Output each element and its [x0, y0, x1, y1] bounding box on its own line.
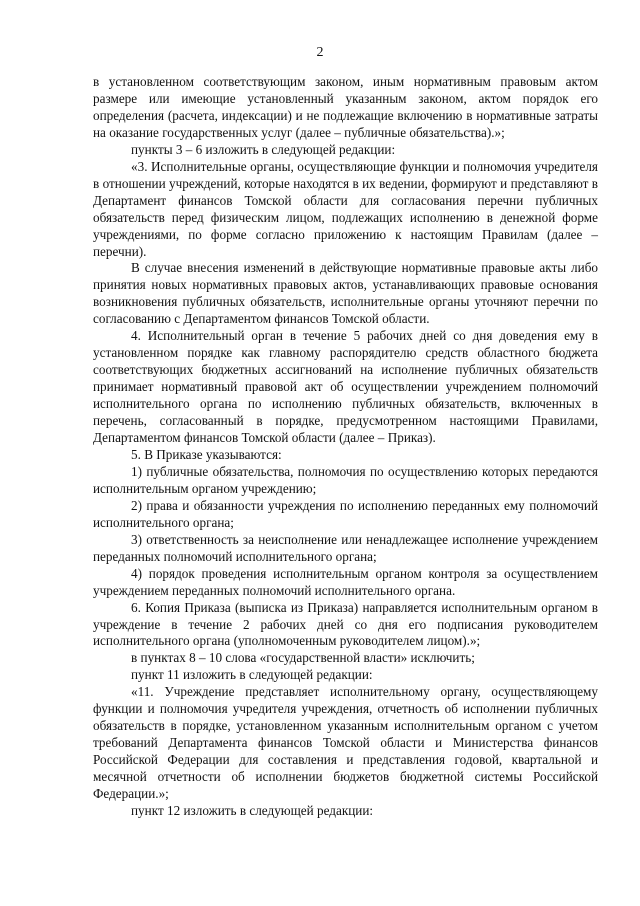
paragraph-point-4: 4. Исполнительный орган в течение 5 рабочих дней со дня доведения ему в установленном порядке как главному распорядителю средств областного бюджета соответствующих бюджетных ассигнований на исполнение публичных обязательств принимает нормативный правовой акт об осуществлении учреждением полномочий исполнительного органа по исполнению публичных обязательств, включенных в перечень, согласованный в порядке, предусмотренном настоящими Правилами, Департаментом финансов Томской области (далее – Приказ).: [93, 328, 598, 446]
list-item-2: 2) права и обязанности учреждения по исполнению переданных ему полномочий исполнительного органа;: [93, 497, 598, 530]
paragraph-amendment-point-11: пункт 11 изложить в следующей редакции:: [131, 667, 373, 683]
page-number: 2: [316, 45, 324, 60]
paragraph-continuation: в установленном соответствующим законом, иным нормативным правовым актом размере или имеющие установленный указанным законом, актом порядок его определения (расчета, индексации) и не подлежащие включению в нормативные затраты на оказание государственных услуг (далее – публичные обязательства).»;: [93, 74, 598, 140]
paragraph-amendment-point-12: пункт 12 изложить в следующей редакции:: [131, 802, 374, 818]
paragraph-point-3-changes: В случае внесения изменений в действующие нормативные правовые акты либо принятия новых нормативных правовых актов, устанавливающих правовые основания возникновения публичных обязательств, исполнительные органы уточняют перечни по согласованию с Департаментом финансов Томской области.: [93, 260, 598, 327]
paragraph-point-3: «3. Исполнительные органы, осуществляющие функции и полномочия учредителя в отношении учреждений, которые находятся в их ведении, формируют и представляют в Департамент финансов Томской области для согласования перечни публичных обязательств перед физическим лицом, подлежащих исполнению в денежной форме учреждениями, по форме согласно приложению к настоящим Правилам (далее – перечни).: [93, 158, 598, 259]
paragraph-point-6: 6. Копия Приказа (выписка из Приказа) направляется исполнительным органом в учреждение в течение 2 рабочих дней со дня его подписания руководителем исполнительного органа (уполномоченным руководителем лицом).»;: [93, 599, 598, 649]
document-body: [93, 74, 598, 820]
list-item-1: 1) публичные обязательства, полномочия по осуществлению которых передаются исполнительным органом учреждению;: [93, 463, 598, 496]
paragraph-point-11: «11. Учреждение представляет исполнительному органу, осуществляющему функции и полномочия учредителя учреждения, отчетность об исполнении публичных обязательств в порядке, установленном указанным исполнительным органом с учетом требований Департамента финансов Томской области и Министерства финансов Российской Федерации для составления и представления годовой, квартальной и месячной отчетности об исполнении бюджетов бюджетной системы Российской Федерации.»;: [93, 684, 598, 802]
paragraph-amendment-points-3-6: пункты 3 – 6 изложить в следующей редакции:: [131, 141, 396, 157]
list-item-4: 4) порядок проведения исполнительным органом контроля за осуществлением учреждением переданных полномочий исполнительного органа.: [93, 565, 598, 598]
list-item-3: 3) ответственность за неисполнение или ненадлежащее исполнение учреждением переданных полномочий исполнительного органа;: [93, 531, 598, 564]
paragraph-amendment-points-8-10: в пунктах 8 – 10 слова «государственной власти» исключить;: [131, 650, 475, 666]
paragraph-point-5: 5. В Приказе указываются:: [131, 446, 282, 462]
